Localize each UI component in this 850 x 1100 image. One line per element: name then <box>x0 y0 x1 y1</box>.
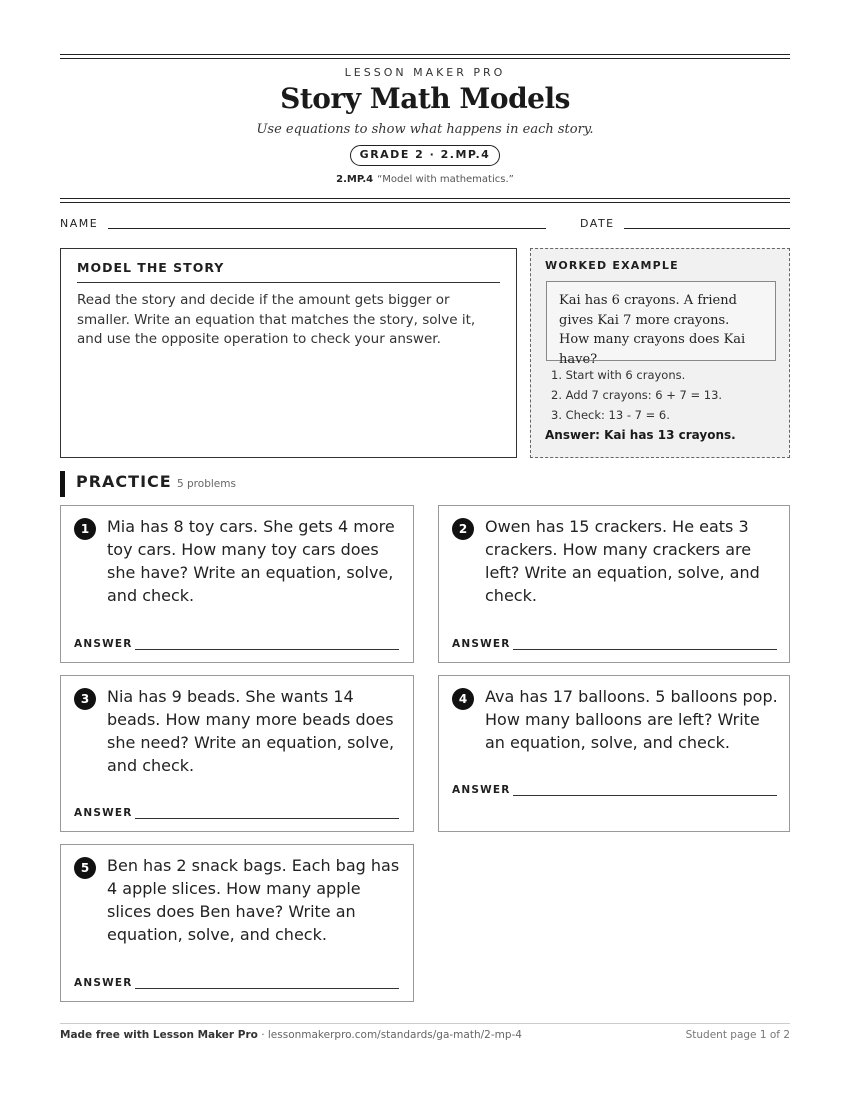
problem-card-2 <box>438 505 790 663</box>
answer-label: ANSWER <box>74 638 133 650</box>
answer-label: ANSWER <box>452 638 511 650</box>
standard-line <box>60 174 790 185</box>
footer-credit <box>60 1029 522 1041</box>
answer-label: ANSWER <box>74 807 133 819</box>
example-story: Kai has 6 crayons. A friend gives Kai 7 more crayons. How many crayons does Kai have? <box>546 281 776 361</box>
practice-heading: PRACTICE <box>76 472 172 491</box>
worked-example-box <box>530 248 790 458</box>
problem-number-badge: 5 <box>74 857 96 879</box>
example-heading: WORKED EXAMPLE <box>545 259 679 272</box>
problem-card-3 <box>60 675 414 832</box>
footer-url[interactable]: · lessonmakerpro.com/standards/ga-math/2-mp-4 <box>257 1029 522 1041</box>
model-instructions: Read the story and decide if the amount gets bigger or smaller. Write an equation that matches the story, solve it, and use the opposite operation to check your answer. <box>77 292 476 347</box>
problem-text: Ava has 17 balloons. 5 balloons pop. How many balloons are left? Write an equation, solve, and check. <box>485 687 778 752</box>
model-the-story-box <box>60 248 517 458</box>
answer-field[interactable] <box>513 795 777 796</box>
header-bottom-rule <box>60 198 790 203</box>
practice-accent-bar <box>60 471 65 497</box>
example-step: 3. Check: 13 - 7 = 6. <box>551 408 670 422</box>
brand-name: LESSON MAKER PRO <box>344 66 506 79</box>
date-label: DATE <box>580 217 615 230</box>
standard-code: 2.MP.4 <box>336 174 374 185</box>
model-heading: MODEL THE STORY <box>77 260 225 275</box>
header-top-rule <box>60 54 790 59</box>
practice-count: 5 problems <box>177 478 236 490</box>
answer-field[interactable] <box>135 818 399 819</box>
example-step: 2. Add 7 crayons: 6 + 7 = 13. <box>551 388 723 402</box>
answer-field[interactable] <box>135 988 399 989</box>
problem-text: Owen has 15 crackers. He eats 3 crackers. How many crackers are left? Write an equation, solve, and check. <box>485 517 760 605</box>
grade-badge: GRADE 2 · 2.MP.4 <box>350 145 500 166</box>
answer-label: ANSWER <box>74 977 133 989</box>
example-steps <box>551 365 722 425</box>
date-field[interactable] <box>624 228 790 229</box>
worksheet-subtitle: Use equations to show what happens in each story. <box>256 122 594 137</box>
problem-text: Nia has 9 beads. She wants 14 beads. How many more beads does she need? Write an equation, solve, and check. <box>107 687 395 775</box>
example-step: 1. Start with 6 crayons. <box>551 368 686 382</box>
footer-divider <box>60 1023 790 1024</box>
name-field[interactable] <box>108 228 546 229</box>
footer-made-with: Made free with Lesson Maker Pro <box>60 1029 258 1041</box>
answer-field[interactable] <box>513 649 777 650</box>
example-answer: Answer: Kai has 13 crayons. <box>545 428 736 442</box>
model-divider <box>77 282 500 283</box>
worksheet-page <box>60 0 790 1100</box>
problem-card-5 <box>60 844 414 1002</box>
problem-card-4 <box>438 675 790 832</box>
answer-label: ANSWER <box>452 784 511 796</box>
problem-number-badge: 2 <box>452 518 474 540</box>
problem-card-1 <box>60 505 414 663</box>
name-label: NAME <box>60 217 99 230</box>
answer-field[interactable] <box>135 649 399 650</box>
problem-text: Ben has 2 snack bags. Each bag has 4 apple slices. How many apple slices does Ben have? Write an equation, solve, and check. <box>107 856 400 944</box>
problem-text: Mia has 8 toy cars. She gets 4 more toy cars. How many toy cars does she have? Write an equation, solve, and check. <box>107 517 395 605</box>
standard-text: “Model with mathematics.” <box>377 174 514 185</box>
problem-number-badge: 1 <box>74 518 96 540</box>
problem-number-badge: 3 <box>74 688 96 710</box>
worksheet-title: Story Math Models <box>280 82 570 115</box>
footer-page-number: Student page 1 of 2 <box>685 1029 790 1041</box>
problem-number-badge: 4 <box>452 688 474 710</box>
